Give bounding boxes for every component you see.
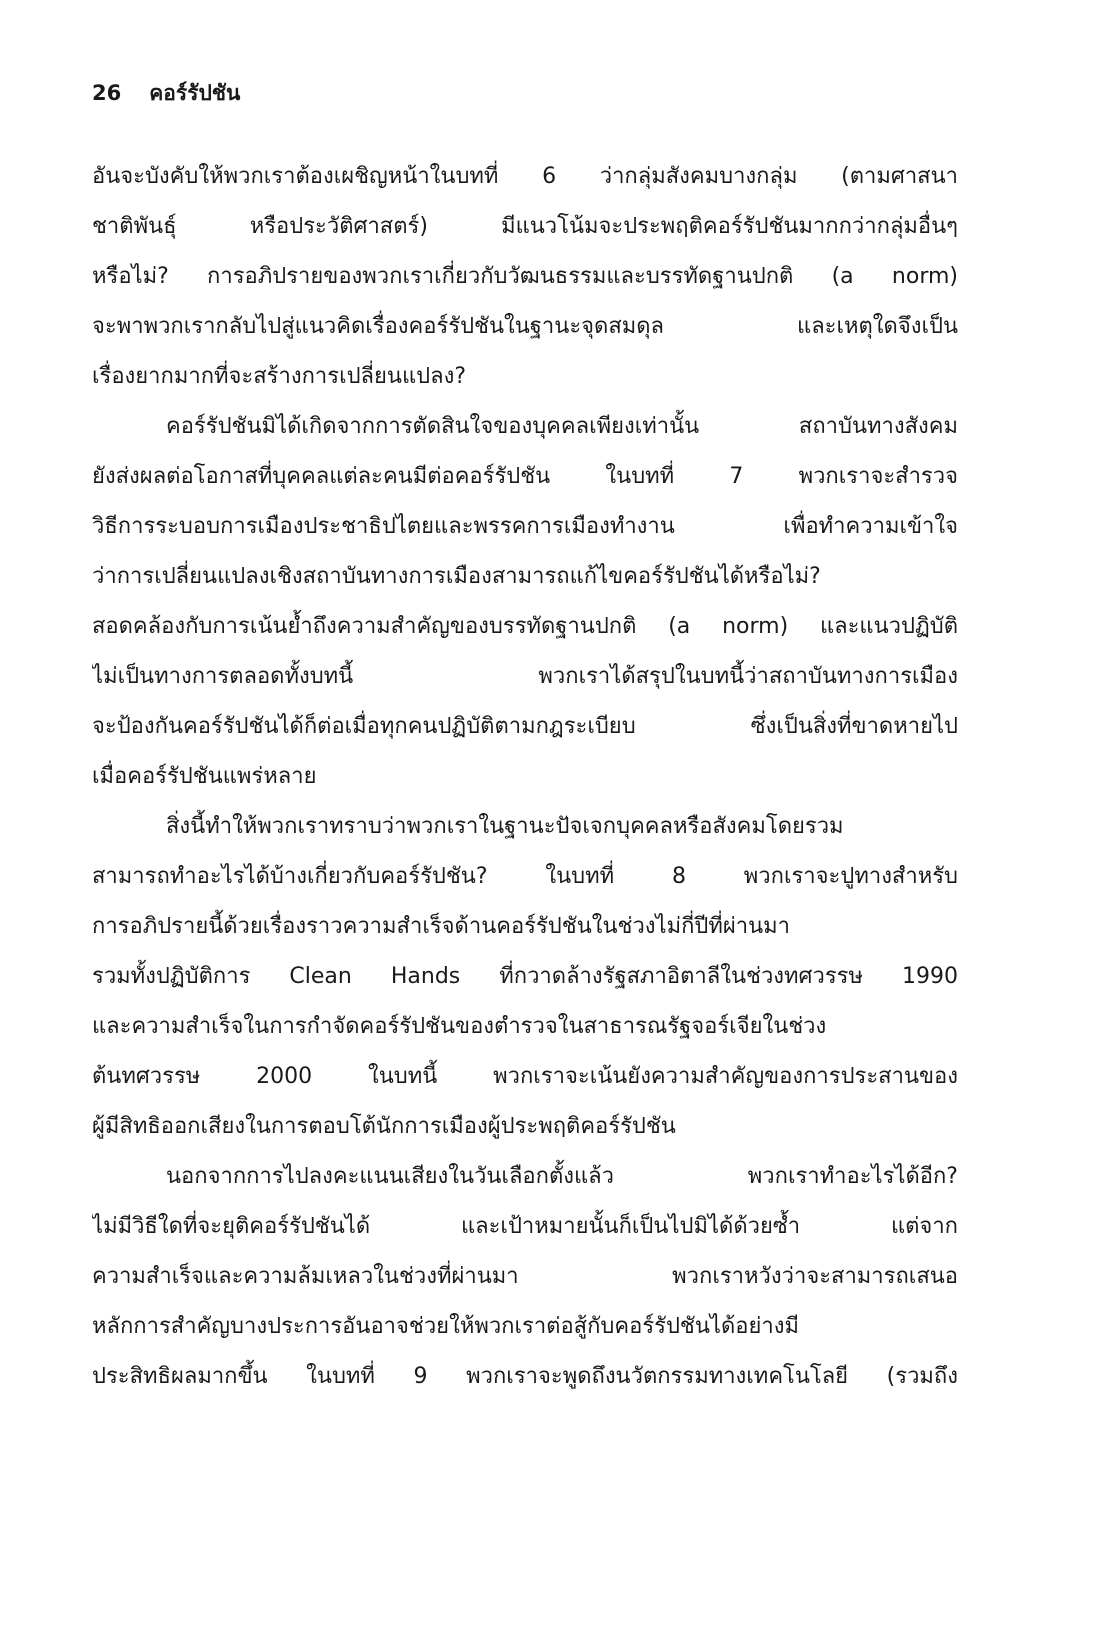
text-line: ไม่มีวิธีใดที่จะยุติคอร์รัปชันได้ และเป้าหมายนั้นก็เป็นไปมิได้ด้วยซ้ำ แต่จาก	[92, 1214, 958, 1239]
text-line: วิธีการระบอบการเมืองประชาธิปไตยและพรรคการเมืองทำงาน เพื่อทำความเข้าใจ	[92, 514, 958, 539]
text-line: ความสำเร็จและความล้มเหลวในช่วงที่ผ่านมา พวกเราหวังว่าจะสามารถเสนอ	[92, 1264, 958, 1289]
text-line: ประสิทธิผลมากขึ้น ในบทที่ 9 พวกเราจะพูดถึงนวัตกรรมทางเทคโนโลยี (รวมถึง	[92, 1364, 958, 1389]
paragraph-first-line: สิ่งนี้ทำให้พวกเราทราบว่าพวกเราในฐานะปัจเจกบุคคลหรือสังคมโดยรวม	[166, 814, 844, 839]
text-line: ว่าการเปลี่ยนแปลงเชิงสถาบันทางการเมืองสามารถแก้ไขคอร์รัปชันได้หรือไม่?	[92, 564, 821, 589]
text-line: จะป้องกันคอร์รัปชันได้ก็ต่อเมื่อทุกคนปฏิบัติตามกฎระเบียบ ซึ่งเป็นสิ่งที่ขาดหายไป	[92, 714, 958, 739]
text-line: สอดคล้องกับการเน้นย้ำถึงความสำคัญของบรรทัดฐานปกติ (a norm) และแนวปฏิบัติ	[92, 614, 958, 639]
text-line: หลักการสำคัญบางประการอันอาจช่วยให้พวกเราต่อสู้กับคอร์รัปชันได้อย่างมี	[92, 1314, 799, 1339]
text-line: เมื่อคอร์รัปชันแพร่หลาย	[92, 764, 317, 789]
text-line: ยังส่งผลต่อโอกาสที่บุคคลแต่ละคนมีต่อคอร์รัปชัน ในบทที่ 7 พวกเราจะสำรวจ	[92, 464, 958, 489]
paragraph-first-line: นอกจากการไปลงคะแนนเสียงในวันเลือกตั้งแล้ว พวกเราทำอะไรได้อีก?	[166, 1164, 958, 1189]
text-line: รวมทั้งปฏิบัติการ Clean Hands ที่กวาดล้างรัฐสภาอิตาลีในช่วงทศวรรษ 1990	[92, 964, 958, 989]
text-line: สามารถทำอะไรได้บ้างเกี่ยวกับคอร์รัปชัน? ในบทที่ 8 พวกเราจะปูทางสำหรับ	[92, 864, 958, 889]
text-line: และความสำเร็จในการกำจัดคอร์รัปชันของตำรวจในสาธารณรัฐจอร์เจียในช่วง	[92, 1014, 827, 1039]
text-line: ต้นทศวรรษ 2000 ในบทนี้ พวกเราจะเน้นยังความสำคัญของการประสานของ	[92, 1064, 958, 1089]
running-title: คอร์รัปชัน	[149, 81, 241, 105]
text-line: ผู้มีสิทธิออกเสียงในการตอบโต้นักการเมืองผู้ประพฤติคอร์รัปชัน	[92, 1114, 676, 1139]
paragraph-first-line: คอร์รัปชันมิได้เกิดจากการตัดสินใจของบุคคลเพียงเท่านั้น สถาบันทางสังคม	[166, 414, 958, 439]
body-text	[92, 152, 958, 1402]
text-line: จะพาพวกเรากลับไปสู่แนวคิดเรื่องคอร์รัปชันในฐานะจุดสมดุล และเหตุใดจึงเป็น	[92, 314, 958, 339]
text-line: ชาติพันธุ์ หรือประวัติศาสตร์) มีแนวโน้มจะประพฤติคอร์รัปชันมากกว่ากลุ่มอื่นๆ	[92, 214, 958, 239]
running-head	[92, 78, 958, 108]
page-number: 26	[92, 81, 122, 105]
text-line: ไม่เป็นทางการตลอดทั้งบทนี้ พวกเราได้สรุปในบทนี้ว่าสถาบันทางการเมือง	[92, 664, 958, 689]
text-line: หรือไม่? การอภิปรายของพวกเราเกี่ยวกับวัฒนธรรมและบรรทัดฐานปกติ (a norm)	[92, 264, 958, 289]
book-page	[92, 78, 958, 1402]
text-line: การอภิปรายนี้ด้วยเรื่องราวความสำเร็จด้านคอร์รัปชันในช่วงไม่กี่ปีที่ผ่านมา	[92, 914, 791, 939]
text-line: อันจะบังคับให้พวกเราต้องเผชิญหน้าในบทที่ 6 ว่ากลุ่มสังคมบางกลุ่ม (ตามศาสนา	[92, 164, 958, 189]
text-line: เรื่องยากมากที่จะสร้างการเปลี่ยนแปลง?	[92, 364, 467, 389]
